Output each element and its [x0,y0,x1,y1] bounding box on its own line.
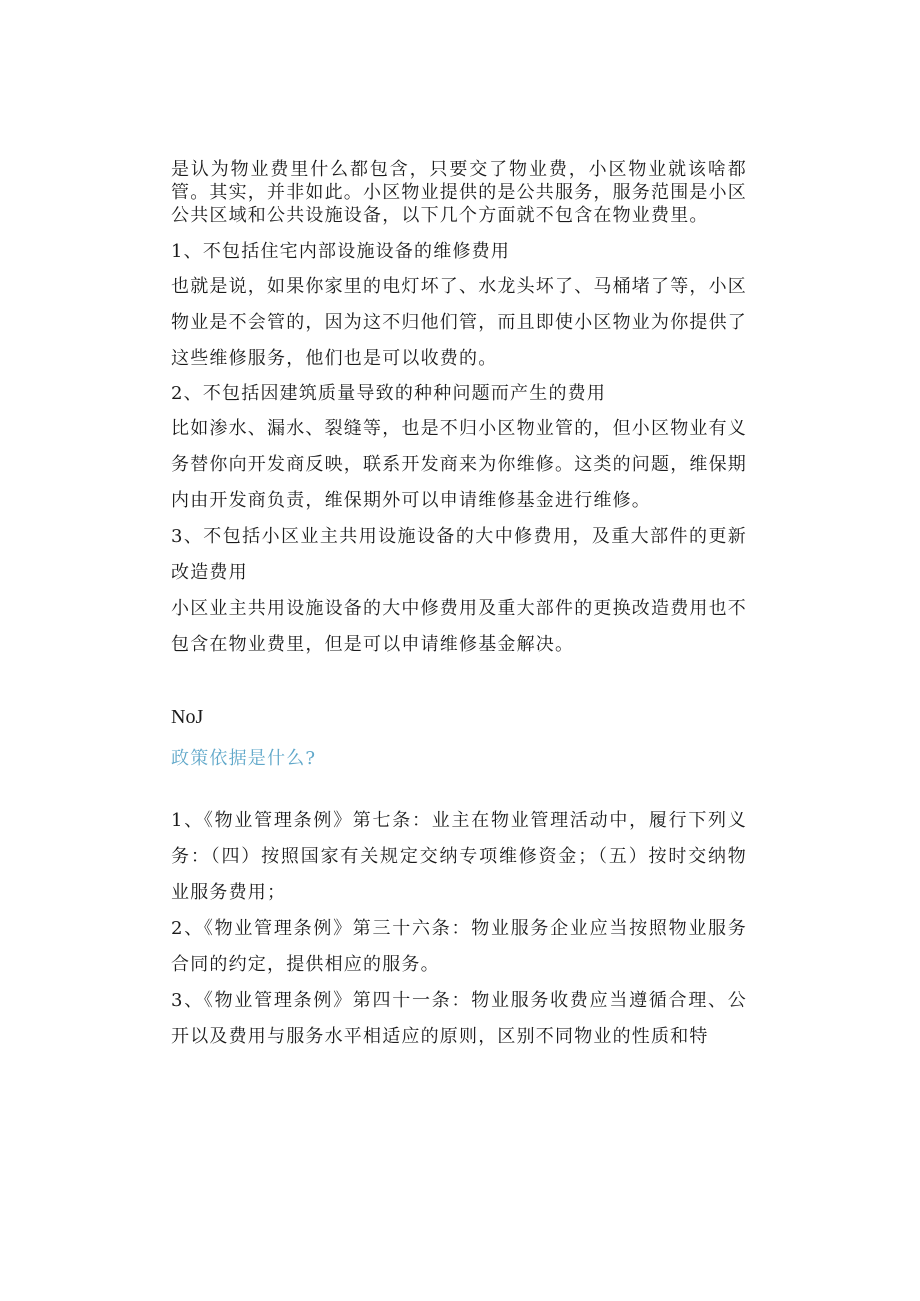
policy-item-3: 3、《物业管理条例》第四十一条：物业服务收费应当遵循合理、公开以及费用与服务水平相适应的原则，区别不同物业的性质和特 [171,990,747,1047]
policy-item-1: 1、《物业管理条例》第七条：业主在物业管理活动中，履行下列义务：（四）按照国家有关规定交纳专项维修资金；（五）按时交纳物业服务费用； [171,810,747,903]
policy-item-2: 2、《物业管理条例》第三十六条：物业服务企业应当按照物业服务合同的约定，提供相应的服务。 [171,918,747,975]
item-3-heading: 3、不包括小区业主共用设施设备的大中修费用，及重大部件的更新改造费用 [171,526,747,583]
policy-question-heading: 政策依据是什么? [171,748,317,769]
section-marker: NoJ [171,706,204,728]
item-2-heading: 2、不包括因建筑质量导致的种种问题而产生的费用 [171,383,607,404]
document-body [171,158,747,1055]
item-3-body: 小区业主共用设施设备的大中修费用及重大部件的更换改造费用也不包含在物业费里，但是可以申请维修基金解决。 [171,598,747,655]
item-2-body: 比如渗水、漏水、裂缝等，也是不归小区物业管的，但小区物业有义务替你向开发商反映，联系开发商来为你维修。这类的问题，维保期内由开发商负责，维保期外可以申请维修基金进行维修。 [171,418,747,511]
intro-paragraph: 是认为物业费里什么都包含，只要交了物业费，小区物业就该啥都管。其实，并非如此。小区物业提供的是公共服务，服务范围是小区公共区域和公共设施设备，以下几个方面就不包含在物业费里。 [171,159,747,226]
item-1-body: 也就是说，如果你家里的电灯坏了、水龙头坏了、马桶堵了等，小区物业是不会管的，因为这不归他们管，而且即使小区物业为你提供了这些维修服务，他们也是可以收费的。 [171,276,747,369]
item-1-heading: 1、不包括住宅内部设施设备的维修费用 [171,241,511,262]
